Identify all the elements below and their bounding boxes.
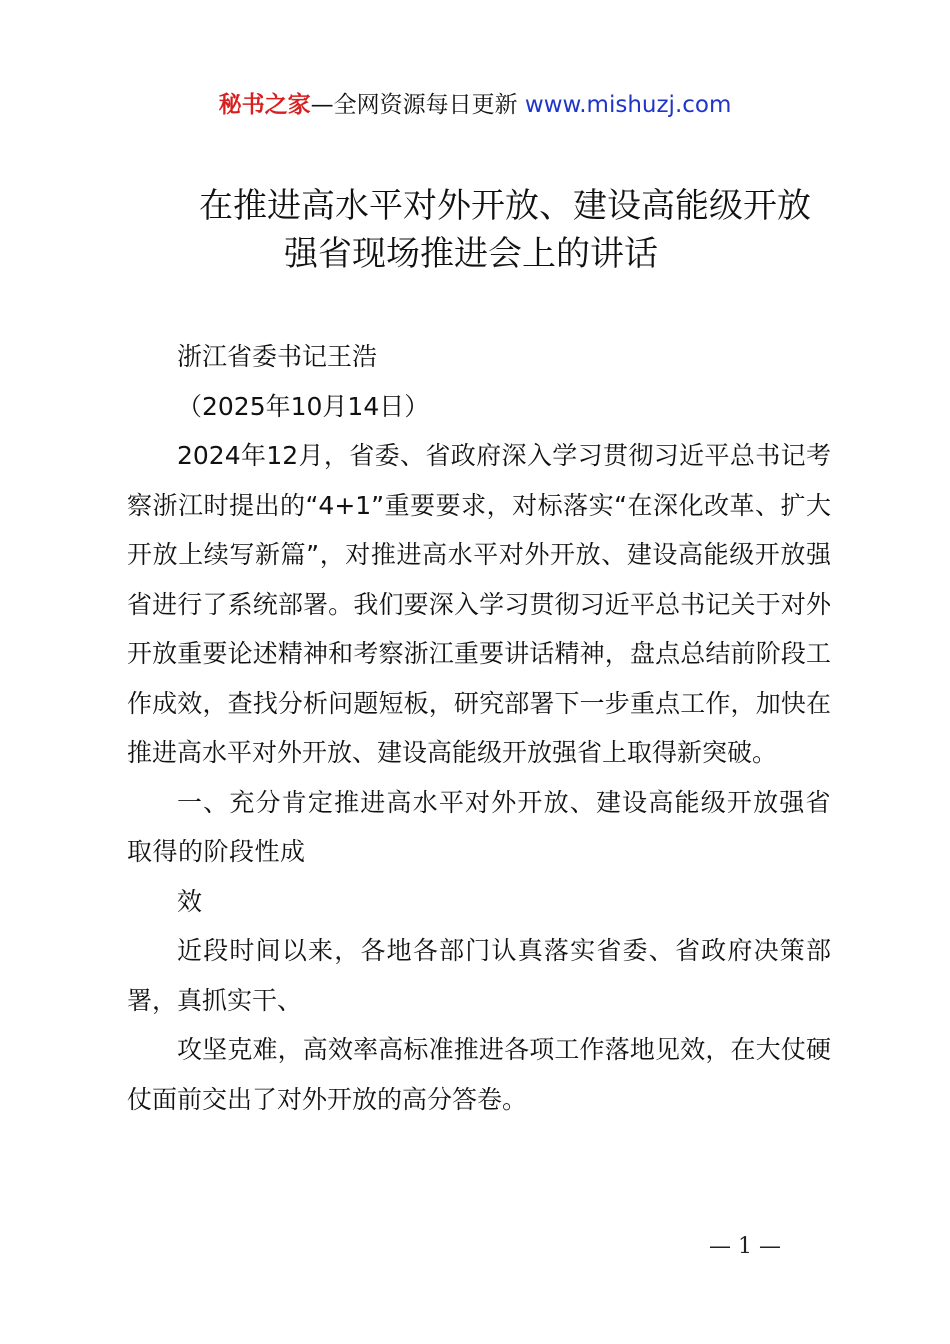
header-tagline: 全网资源每日更新 [333, 92, 518, 118]
author-line: 浙江省委书记王浩 [177, 342, 378, 371]
site-url-link[interactable]: www.mishuzj.com [524, 92, 732, 118]
title-line-2: 强省现场推进会上的讲话 [284, 234, 658, 274]
section-1-heading: 一、充分肯定推进高水平对外开放、建设高能级开放强省取得的阶段性成 [127, 787, 831, 866]
page-number: — 1 — [709, 1234, 781, 1259]
section-1-heading-continuation: 效 [177, 886, 203, 916]
document-body [127, 332, 831, 1124]
document-title [0, 182, 950, 278]
date-line: （2025年10月14日） [177, 391, 430, 421]
intro-paragraph: 2024年12月，省委、省政府深入学习贯彻习近平总书记考察浙江时提出的“4+1”重要要求，对标落实“在深化改革、扩大开放上续写新篇”，对推进高水平对外开放、建设高能级开放强省进行了系统部署。我们要深入学习贯彻习近平总书记关于对外开放重要论述精神和考察浙江重要讲话精神，盘点总结前阶段工作成效，查找分析问题短板，研究部署下一步重点工作，加快在推进高水平对外开放、建设高能级开放强省上取得新突破。 [127, 441, 831, 767]
header-separator: — [310, 92, 334, 118]
section-1-paragraph-1: 近段时间以来，各地各部门认真落实省委、省政府决策部署，真抓实干、 [127, 936, 831, 1015]
site-header [0, 88, 950, 122]
brand-name: 秘书之家 [218, 92, 311, 118]
section-1-paragraph-2: 攻坚克难，高效率高标准推进各项工作落地见效，在大仗硬仗面前交出了对外开放的高分答卷。 [127, 1035, 831, 1114]
title-line-1: 在推进高水平对外开放、建设高能级开放 [199, 186, 811, 226]
